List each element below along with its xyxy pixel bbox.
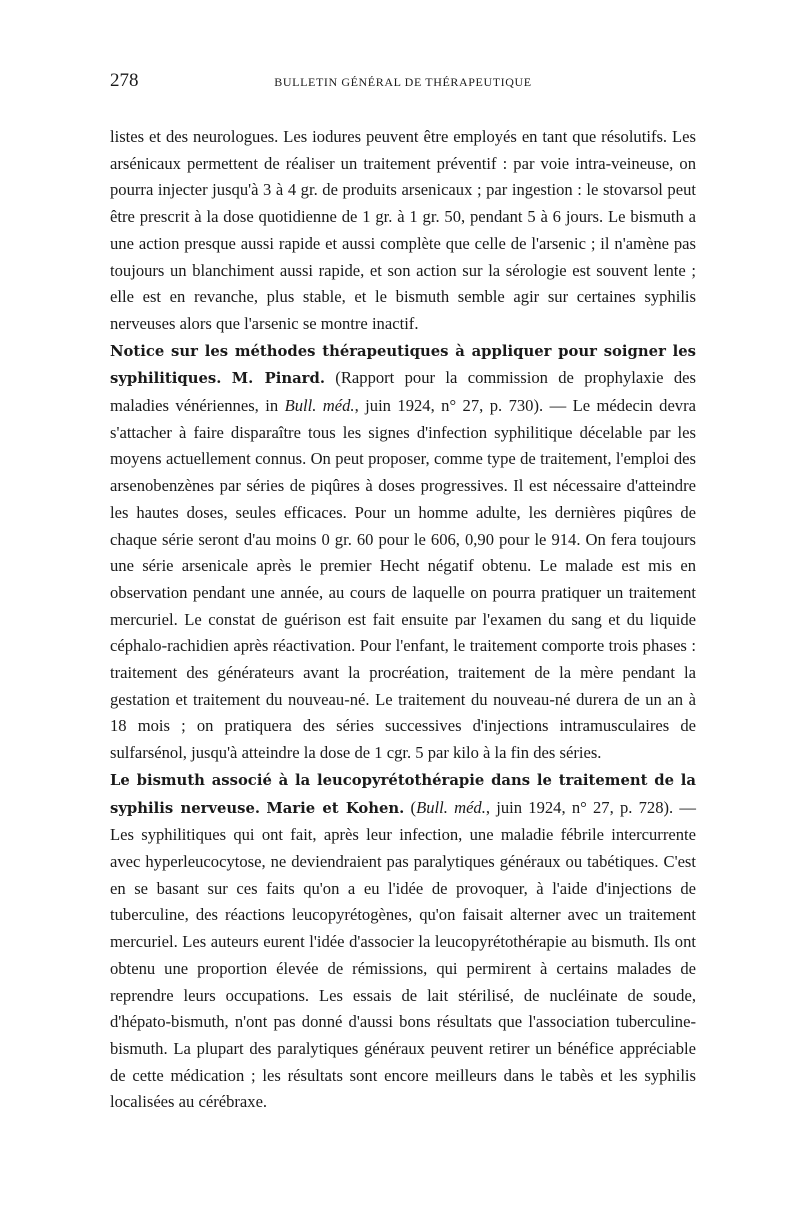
page-number: 278 (110, 70, 139, 91)
intro-paragraph (110, 124, 696, 338)
running-head: BULLETIN GÉNÉRAL DE THÉRAPEUTIQUE (274, 75, 532, 89)
page-header (110, 70, 696, 96)
article-ref-before: ( (404, 797, 417, 817)
article-ref-after: , juin 1924, n° 27, p. 728). (485, 797, 674, 817)
article-marie-kohen (110, 767, 696, 1116)
article-author: Marie et Kohen. (266, 799, 405, 817)
article-title: Notice sur les méthodes thérapeutiques à appliquer pour soigner les syphilitiques. (110, 342, 696, 388)
article-title: Le bismuth associé à la leucopyrétothérapie dans le traitement de la syphilis nerveuse. (110, 771, 696, 817)
article-body: — Le médecin devra s'attacher à faire disparaître tous les signes d'infection syphilitique décelable par les moyens actuellement connus. On peut proposer, comme type de traitement, l'emploi des arsenobenzènes par séries de piqûres à doses progressives. Il est nécessaire d'atteindre les hautes doses, seules efficaces. Pour un homme adulte, les dernières piqûres de chaque série seront d'au moins 0 gr. 60 pour le 606, 0,90 pour le 914. On fera toujours une série arsenicale après le premier Hecht négatif obtenu. Le malade est mis en observation pendant une année, au cours de laquelle on pourra pratiquer un traitement mercuriel. Le constat de guérison est fait ensuite par l'examen du sang et du liquide céphalo-rachidien après réactivation. Pour l'enfant, le traitement comporte trois phases : traitement des générateurs avant la procréation, traitement de la mère pendant la gestation et traitement du nouveau-né. Le traitement du nouveau-né durera de un an à 18 mois ; on pratiquera des séries successives d'injections intramusculaires de sulfarsénol, jusqu'à atteindre la dose de 1 cgr. 5 par kilo à la fin des séries. (110, 396, 696, 763)
article-journal: Bull. méd. (284, 396, 355, 416)
article-pinard (110, 338, 696, 767)
page (110, 70, 696, 1116)
intro-text: listes et des neurologues. Les iodures peuvent être employés en tant que résolutifs. Les arsénicaux permettent de réaliser un traitement préventif : par voie intra-veineuse, on pourra injecter jusqu'à 3 à 4 gr. de produits arsenicaux ; par ingestion : le stovarsol peut être prescrit à la dose quotidienne de 1 gr. à 1 gr. 50, pendant 5 à 6 jours. Le bismuth a une action presque aussi rapide et aussi complète que celle de l'arsenic ; il n'amène pas toujours un blanchiment aussi rapide, et son action sur la sérologie est souvent lente ; elle est en revanche, plus stable, et le bismuth semble agir sur certaines syphilis nerveuses alors que l'arsenic se montre inactif. (110, 127, 696, 333)
article-ref-after: , juin 1924, n° 27, p. 730). (354, 396, 544, 416)
article-body: — Les syphilitiques qui ont fait, après leur infection, une maladie fébrile intercurrente avec hyperleucocytose, ne deviendraient pas paralytiques généraux ou tabétiques. C'est en se basant sur ces faits qu'on a eu l'idée de provoquer, à l'aide d'injections de tuberculine, des réactions leucopyrétogènes, qu'on faisait alterner avec un traitement mercuriel. Les auteurs eurent l'idée d'associer la leucopyrétothérapie au bismuth. Ils ont obtenu une proportion élevée de rémissions, qui permirent à certains malades de reprendre leurs occupations. Les essais de lait stérilisé, de nucléinate de soude, d'hépato-bismuth, n'ont pas donné d'aussi bons résultats que l'association tuberculine-bismuth. La plupart des paralytiques généraux peuvent retirer un bénéfice appréciable de cette médication ; les résultats sont encore meilleurs dans le tabès et les syphilis localisées au cérébraxe. (110, 797, 697, 1112)
article-ref-before: (Rapport pour la commission de prophylaxie des maladies vénériennes, in (110, 368, 696, 416)
article-journal: Bull. méd. (416, 797, 486, 817)
article-author: M. Pinard. (231, 370, 325, 388)
